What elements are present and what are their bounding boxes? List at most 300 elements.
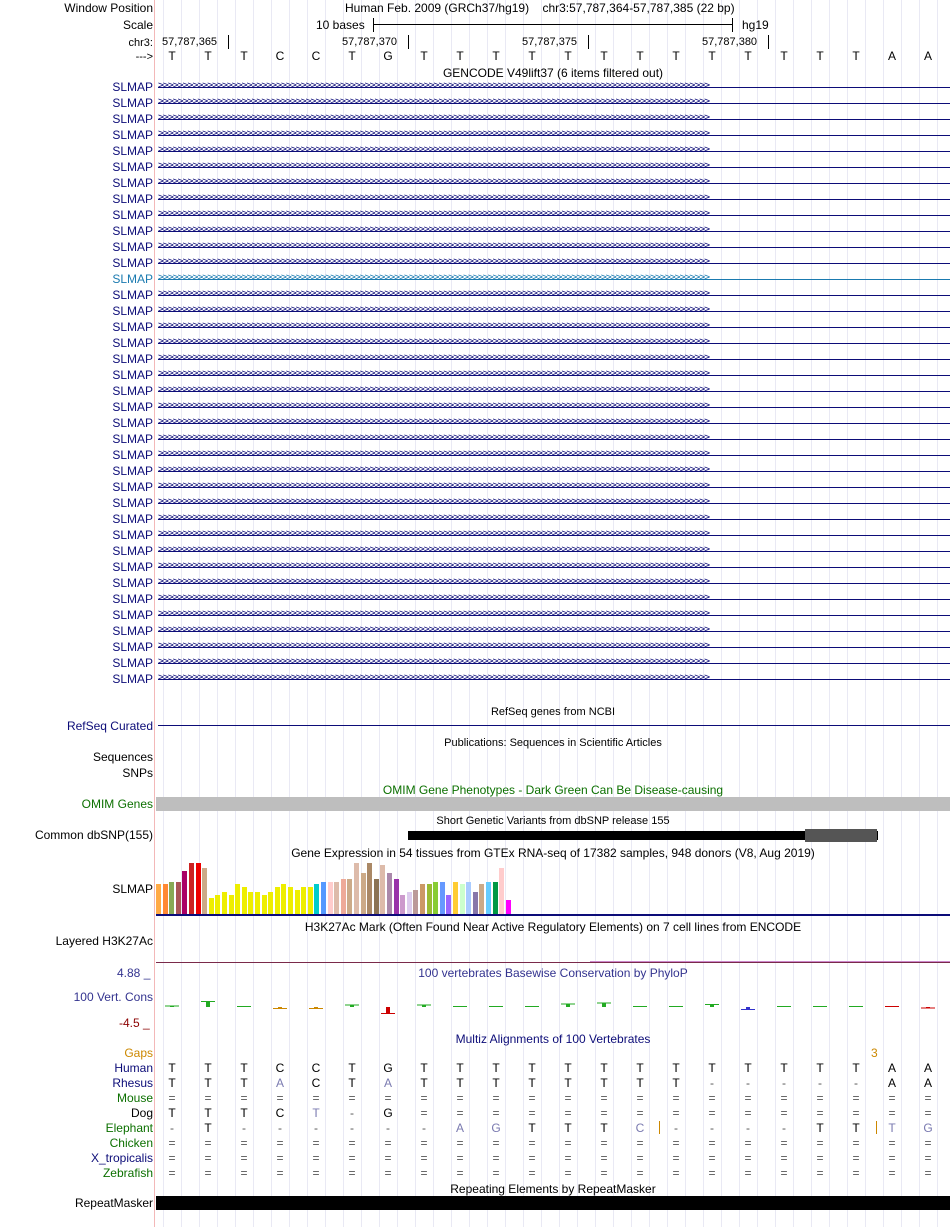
gtex-tissue-bar[interactable] bbox=[493, 882, 498, 914]
alignment-base: = bbox=[276, 1151, 284, 1165]
gtex-tissue-bar[interactable] bbox=[222, 892, 227, 914]
gencode-transcript-label[interactable]: SLMAP bbox=[112, 320, 153, 334]
gencode-transcript[interactable] bbox=[158, 368, 950, 382]
alignment-base: = bbox=[780, 1151, 788, 1165]
alignment-base: A bbox=[275, 1076, 284, 1090]
coord-tick-1 bbox=[228, 35, 229, 49]
multiz-species-label[interactable]: Human bbox=[114, 1061, 153, 1075]
alignment-base: = bbox=[528, 1151, 536, 1165]
gtex-tissue-bar[interactable] bbox=[479, 884, 484, 914]
alignment-base: T bbox=[816, 1121, 824, 1135]
gencode-transcript-label[interactable]: SLMAP bbox=[112, 208, 153, 222]
alignment-base: = bbox=[564, 1166, 572, 1180]
alignment-base: = bbox=[456, 1136, 464, 1150]
gtex-tissue-bar[interactable] bbox=[321, 882, 326, 914]
coord-1: 57,787,365 bbox=[162, 36, 218, 48]
gtex-tissue-bar[interactable] bbox=[460, 884, 465, 914]
alignment-base: T bbox=[492, 1061, 500, 1075]
phylop-max: 4.88 _ bbox=[117, 966, 151, 980]
gencode-transcript-label[interactable]: SLMAP bbox=[112, 176, 153, 190]
gtex-tissue-bar[interactable] bbox=[334, 882, 339, 914]
gencode-transcript-label[interactable]: SLMAP bbox=[112, 384, 153, 398]
gencode-transcript-label[interactable]: SLMAP bbox=[112, 96, 153, 110]
gencode-transcript[interactable] bbox=[158, 272, 950, 286]
alignment-base: - bbox=[170, 1121, 174, 1135]
gtex-tissue-bar[interactable] bbox=[202, 868, 207, 914]
gencode-transcript[interactable] bbox=[158, 192, 950, 206]
reference-base: T bbox=[672, 49, 680, 63]
pubs-title[interactable]: Publications: Sequences in Scientific Articles bbox=[444, 737, 662, 749]
alignment-base: = bbox=[456, 1166, 464, 1180]
gencode-transcript-label[interactable]: SLMAP bbox=[112, 144, 153, 158]
gencode-transcript[interactable] bbox=[158, 640, 950, 654]
strand-arrows: >>>>>>>>>>>>>>>>>>>>>>>>>>>>>>>>>>>>>>>>>>>>>>>>>>>>>>>>>>>>>>>>>>>>>>>>>>>>>>>>>>>>>>>>>>>>>>>>>>>>>>>>>>>>>>>> bbox=[158, 160, 710, 171]
gencode-transcript[interactable] bbox=[158, 176, 950, 190]
dbsnp-feature-2[interactable] bbox=[805, 829, 877, 842]
alignment-base: T bbox=[852, 1061, 860, 1075]
gencode-transcript[interactable] bbox=[158, 384, 950, 398]
h3k27ac-title[interactable]: H3K27Ac Mark (Often Found Near Active Regulatory Elements) on 7 cell lines from ENCODE bbox=[304, 920, 802, 934]
reference-base: T bbox=[528, 49, 536, 63]
gencode-transcript-label[interactable]: SLMAP bbox=[112, 192, 153, 206]
alignment-base: = bbox=[204, 1151, 212, 1165]
alignment-base: = bbox=[456, 1151, 464, 1165]
alignment-base: = bbox=[528, 1091, 536, 1105]
coord-4: 57,787,380 bbox=[702, 36, 758, 48]
alignment-base: = bbox=[636, 1151, 644, 1165]
gencode-transcript-label[interactable]: SLMAP bbox=[112, 592, 153, 606]
alignment-base: - bbox=[746, 1121, 750, 1135]
phylop-score-cap bbox=[921, 1008, 935, 1009]
strand-arrows: >>>>>>>>>>>>>>>>>>>>>>>>>>>>>>>>>>>>>>>>>>>>>>>>>>>>>>>>>>>>>>>>>>>>>>>>>>>>>>>>>>>>>>>>>>>>>>>>>>>>>>>>>>>>>>>> bbox=[158, 480, 710, 491]
gencode-transcript[interactable] bbox=[158, 432, 950, 446]
gtex-tissue-bar[interactable] bbox=[473, 892, 478, 914]
alignment-base: = bbox=[600, 1166, 608, 1180]
gencode-transcript-label[interactable]: SLMAP bbox=[112, 608, 153, 622]
gencode-transcript-label[interactable]: SLMAP bbox=[112, 160, 153, 174]
gtex-tissue-bar[interactable] bbox=[295, 890, 300, 914]
gtex-tissue-bar[interactable] bbox=[229, 895, 234, 914]
repeatmasker-label[interactable]: RepeatMasker bbox=[74, 1196, 153, 1210]
gtex-tissue-bar[interactable] bbox=[163, 884, 168, 914]
gencode-transcript-label[interactable]: SLMAP bbox=[112, 416, 153, 430]
gencode-transcript-label[interactable]: SLMAP bbox=[112, 656, 153, 670]
gencode-transcript-label[interactable]: SLMAP bbox=[112, 480, 153, 494]
gtex-tissue-bar[interactable] bbox=[380, 865, 385, 914]
alignment-base: = bbox=[672, 1166, 680, 1180]
alignment-base: = bbox=[744, 1166, 752, 1180]
alignment-base: - bbox=[422, 1121, 426, 1135]
alignment-base: = bbox=[528, 1136, 536, 1150]
gencode-transcript[interactable] bbox=[158, 320, 950, 334]
gencode-transcript-label[interactable]: SLMAP bbox=[112, 560, 153, 574]
alignment-base: - bbox=[782, 1076, 786, 1090]
alignment-base: T bbox=[240, 1061, 248, 1075]
reference-base: T bbox=[636, 49, 644, 63]
gencode-transcript-label[interactable]: SLMAP bbox=[112, 640, 153, 654]
alignment-base: G bbox=[491, 1121, 501, 1135]
gencode-transcript-label[interactable]: SLMAP bbox=[112, 624, 153, 638]
alignment-base: T bbox=[852, 1121, 860, 1135]
alignment-base: = bbox=[816, 1091, 824, 1105]
gtex-tissue-bar[interactable] bbox=[209, 898, 214, 914]
reference-base: T bbox=[744, 49, 752, 63]
gtex-tissue-bar[interactable] bbox=[288, 887, 293, 914]
alignment-base: - bbox=[278, 1121, 282, 1135]
gencode-transcript-label[interactable]: SLMAP bbox=[112, 288, 153, 302]
gtex-tissue-bar[interactable] bbox=[268, 892, 273, 914]
gtex-tissue-bar[interactable] bbox=[235, 884, 240, 914]
alignment-base: = bbox=[384, 1091, 392, 1105]
gencode-transcript[interactable] bbox=[158, 240, 950, 254]
gencode-transcript-label[interactable]: SLMAP bbox=[112, 304, 153, 318]
gtex-tissue-bar[interactable] bbox=[446, 895, 451, 914]
alignment-base: = bbox=[204, 1136, 212, 1150]
gencode-transcript-label[interactable]: SLMAP bbox=[112, 336, 153, 350]
gencode-transcript[interactable] bbox=[158, 256, 950, 270]
gtex-tissue-bar[interactable] bbox=[367, 863, 372, 914]
gtex-tissue-bar[interactable] bbox=[308, 887, 313, 914]
gencode-transcript-label[interactable]: SLMAP bbox=[112, 432, 153, 446]
alignment-base: - bbox=[818, 1076, 822, 1090]
gtex-tissue-bar[interactable] bbox=[354, 863, 359, 914]
gtex-tissue-bar[interactable] bbox=[281, 884, 286, 914]
alignment-base: = bbox=[420, 1091, 428, 1105]
gtex-tissue-bar[interactable] bbox=[453, 882, 458, 914]
phylop-plot[interactable] bbox=[156, 980, 950, 1028]
gtex-tissue-bar[interactable] bbox=[314, 884, 319, 914]
alignment-base: = bbox=[384, 1136, 392, 1150]
alignment-base: A bbox=[923, 1076, 932, 1090]
alignment-base: = bbox=[348, 1091, 356, 1105]
gtex-tissue-bar[interactable] bbox=[420, 884, 425, 914]
phylop-score-cap bbox=[849, 1006, 863, 1007]
alignment-base: = bbox=[852, 1166, 860, 1180]
scale-bar-right-tick bbox=[732, 18, 733, 32]
alignment-base: = bbox=[420, 1151, 428, 1165]
alignment-base: - bbox=[710, 1121, 714, 1135]
gencode-transcript-label[interactable]: SLMAP bbox=[112, 448, 153, 462]
multiz-species-label[interactable]: Elephant bbox=[105, 1121, 153, 1135]
reference-base: T bbox=[492, 49, 500, 63]
omim-title[interactable]: OMIM Gene Phenotypes - Dark Green Can Be Disease-causing bbox=[382, 783, 724, 797]
reference-base: T bbox=[348, 49, 356, 63]
alignment-base: T bbox=[636, 1076, 644, 1090]
strand-arrows: >>>>>>>>>>>>>>>>>>>>>>>>>>>>>>>>>>>>>>>>>>>>>>>>>>>>>>>>>>>>>>>>>>>>>>>>>>>>>>>>>>>>>>>>>>>>>>>>>>>>>>>>>>>>>>>> bbox=[158, 384, 710, 395]
gencode-transcript-label[interactable]: SLMAP bbox=[112, 496, 153, 510]
strand-arrows: >>>>>>>>>>>>>>>>>>>>>>>>>>>>>>>>>>>>>>>>>>>>>>>>>>>>>>>>>>>>>>>>>>>>>>>>>>>>>>>>>>>>>>>>>>>>>>>>>>>>>>>>>>>>>>>> bbox=[158, 416, 710, 427]
multiz-species-label[interactable]: Dog bbox=[130, 1106, 153, 1120]
elephant-gap-marker-1 bbox=[659, 1121, 660, 1134]
alignment-base: = bbox=[708, 1136, 716, 1150]
gtex-tissue-bar[interactable] bbox=[374, 879, 379, 914]
gencode-transcript[interactable] bbox=[158, 128, 950, 142]
alignment-base: C bbox=[275, 1106, 285, 1120]
alignment-base: - bbox=[350, 1121, 354, 1135]
alignment-base: = bbox=[744, 1151, 752, 1165]
gencode-transcript-label[interactable]: SLMAP bbox=[112, 256, 153, 270]
gencode-transcript[interactable] bbox=[158, 512, 950, 526]
gencode-transcript[interactable] bbox=[158, 576, 950, 590]
gencode-transcript[interactable] bbox=[158, 528, 950, 542]
refseq-label[interactable]: RefSeq Curated bbox=[66, 719, 153, 733]
gtex-tissue-bar[interactable] bbox=[394, 879, 399, 914]
gtex-tissue-bar[interactable] bbox=[433, 882, 438, 914]
alignment-base: = bbox=[384, 1166, 392, 1180]
gtex-tissue-bar[interactable] bbox=[440, 882, 445, 914]
multiz-species-label[interactable]: Mouse bbox=[116, 1091, 153, 1105]
gencode-transcript-label[interactable]: SLMAP bbox=[112, 544, 153, 558]
gencode-transcript[interactable] bbox=[158, 592, 950, 606]
gencode-title[interactable]: GENCODE V49lift37 (6 items filtered out) bbox=[442, 66, 664, 80]
window-position-label: Window Position bbox=[64, 1, 153, 15]
alignment-base: = bbox=[924, 1136, 932, 1150]
strand-arrows: >>>>>>>>>>>>>>>>>>>>>>>>>>>>>>>>>>>>>>>>>>>>>>>>>>>>>>>>>>>>>>>>>>>>>>>>>>>>>>>>>>>>>>>>>>>>>>>>>>>>>>>>>>>>>>>> bbox=[158, 432, 710, 443]
gencode-transcript-label[interactable]: SLMAP bbox=[112, 464, 153, 478]
gtex-tissue-bar[interactable] bbox=[169, 882, 174, 914]
multiz-title[interactable]: Multiz Alignments of 100 Vertebrates bbox=[455, 1032, 651, 1046]
gencode-transcript[interactable] bbox=[158, 160, 950, 174]
alignment-base: T bbox=[564, 1061, 572, 1075]
alignment-base: = bbox=[276, 1166, 284, 1180]
elephant-gap-marker-2 bbox=[876, 1121, 877, 1134]
strand-arrows: >>>>>>>>>>>>>>>>>>>>>>>>>>>>>>>>>>>>>>>>>>>>>>>>>>>>>>>>>>>>>>>>>>>>>>>>>>>>>>>>>>>>>>>>>>>>>>>>>>>>>>>>>>>>>>>> bbox=[158, 512, 710, 523]
phylop-score-cap bbox=[597, 1003, 611, 1004]
phylop-score-cap bbox=[489, 1006, 503, 1007]
gtex-tissue-bar[interactable] bbox=[182, 871, 187, 914]
gtex-tissue-bar[interactable] bbox=[328, 882, 333, 914]
gencode-transcript[interactable] bbox=[158, 464, 950, 478]
gtex-title[interactable]: Gene Expression in 54 tissues from GTEx RNA-seq of 17382 samples, 948 donors (V8, Aug 2019) bbox=[291, 846, 815, 860]
strand-arrows: >>>>>>>>>>>>>>>>>>>>>>>>>>>>>>>>>>>>>>>>>>>>>>>>>>>>>>>>>>>>>>>>>>>>>>>>>>>>>>>>>>>>>>>>>>>>>>>>>>>>>>>>>>>>>>>> bbox=[158, 240, 710, 251]
alignment-base: A bbox=[923, 1061, 932, 1075]
gencode-transcript[interactable] bbox=[158, 304, 950, 318]
alignment-base: G bbox=[383, 1106, 393, 1120]
strand-arrows: >>>>>>>>>>>>>>>>>>>>>>>>>>>>>>>>>>>>>>>>>>>>>>>>>>>>>>>>>>>>>>>>>>>>>>>>>>>>>>>>>>>>>>>>>>>>>>>>>>>>>>>>>>>>>>>> bbox=[158, 368, 710, 379]
alignment-base: = bbox=[600, 1136, 608, 1150]
reference-base: G bbox=[383, 49, 393, 63]
gencode-transcript[interactable] bbox=[158, 288, 950, 302]
alignment-base: = bbox=[708, 1166, 716, 1180]
phylop-score-cap bbox=[705, 1004, 719, 1005]
gtex-tissue-bar[interactable] bbox=[176, 882, 181, 914]
scale-bar-left-tick bbox=[373, 18, 374, 32]
strand-arrows: >>>>>>>>>>>>>>>>>>>>>>>>>>>>>>>>>>>>>>>>>>>>>>>>>>>>>>>>>>>>>>>>>>>>>>>>>>>>>>>>>>>>>>>>>>>>>>>>>>>>>>>>>>>>>>>> bbox=[158, 624, 710, 635]
alignment-base: = bbox=[852, 1106, 860, 1120]
reference-base: T bbox=[852, 49, 860, 63]
omim-label[interactable]: OMIM Genes bbox=[81, 797, 153, 811]
gtex-tissue-bar[interactable] bbox=[407, 892, 412, 914]
strand-arrows: >>>>>>>>>>>>>>>>>>>>>>>>>>>>>>>>>>>>>>>>>>>>>>>>>>>>>>>>>>>>>>>>>>>>>>>>>>>>>>>>>>>>>>>>>>>>>>>>>>>>>>>>>>>>>>>> bbox=[158, 288, 710, 299]
gtex-tissue-bar[interactable] bbox=[413, 890, 418, 914]
gencode-transcript-label[interactable]: SLMAP bbox=[112, 400, 153, 414]
gencode-transcript-label[interactable]: SLMAP bbox=[112, 112, 153, 126]
gtex-tissue-bar[interactable] bbox=[466, 882, 471, 914]
strand-arrows: >>>>>>>>>>>>>>>>>>>>>>>>>>>>>>>>>>>>>>>>>>>>>>>>>>>>>>>>>>>>>>>>>>>>>>>>>>>>>>>>>>>>>>>>>>>>>>>>>>>>>>>>>>>>>>>> bbox=[158, 320, 710, 331]
phylop-score-cap bbox=[525, 1006, 539, 1007]
alignment-base: = bbox=[888, 1166, 896, 1180]
alignment-base: A bbox=[455, 1121, 464, 1135]
multiz-species-label[interactable]: X_tropicalis bbox=[90, 1151, 153, 1165]
gencode-transcript-label[interactable]: SLMAP bbox=[112, 672, 153, 686]
alignment-base: = bbox=[924, 1091, 932, 1105]
gencode-transcript[interactable] bbox=[158, 624, 950, 638]
gtex-tissue-bar[interactable] bbox=[400, 895, 405, 914]
strand-arrows: >>>>>>>>>>>>>>>>>>>>>>>>>>>>>>>>>>>>>>>>>>>>>>>>>>>>>>>>>>>>>>>>>>>>>>>>>>>>>>>>>>>>>>>>>>>>>>>>>>>>>>>>>>>>>>>> bbox=[158, 400, 710, 411]
gencode-transcript-label[interactable]: SLMAP bbox=[112, 368, 153, 382]
alignment-base: = bbox=[348, 1151, 356, 1165]
gtex-tissue-bar[interactable] bbox=[196, 863, 201, 914]
alignment-base: = bbox=[456, 1091, 464, 1105]
reference-base: A bbox=[923, 49, 932, 63]
gencode-transcript-label[interactable]: SLMAP bbox=[112, 576, 153, 590]
gencode-transcript[interactable] bbox=[158, 144, 950, 158]
alignment-base: = bbox=[744, 1136, 752, 1150]
alignment-base: T bbox=[204, 1106, 212, 1120]
gtex-tissue-bar[interactable] bbox=[506, 900, 511, 914]
gtex-tissue-bar[interactable] bbox=[347, 879, 352, 914]
gtex-tissue-bar[interactable] bbox=[427, 884, 432, 914]
phylop-score-cap bbox=[165, 1006, 179, 1007]
gencode-transcript[interactable] bbox=[158, 400, 950, 414]
alignment-base: T bbox=[780, 1061, 788, 1075]
alignment-base: = bbox=[492, 1091, 500, 1105]
gtex-tissue-bar[interactable] bbox=[275, 887, 280, 914]
gtex-tissue-bar[interactable] bbox=[248, 892, 253, 914]
strand-arrows: >>>>>>>>>>>>>>>>>>>>>>>>>>>>>>>>>>>>>>>>>>>>>>>>>>>>>>>>>>>>>>>>>>>>>>>>>>>>>>>>>>>>>>>>>>>>>>>>>>>>>>>>>>>>>>>> bbox=[158, 304, 710, 315]
reference-base: A bbox=[887, 49, 896, 63]
gtex-tissue-bar[interactable] bbox=[341, 879, 346, 914]
strand-arrows: >>>>>>>>>>>>>>>>>>>>>>>>>>>>>>>>>>>>>>>>>>>>>>>>>>>>>>>>>>>>>>>>>>>>>>>>>>>>>>>>>>>>>>>>>>>>>>>>>>>>>>>>>>>>>>>> bbox=[158, 128, 710, 139]
alignment-base: = bbox=[780, 1136, 788, 1150]
gencode-transcript[interactable] bbox=[158, 224, 950, 238]
dbsnp-label[interactable]: Common dbSNP(155) bbox=[34, 828, 153, 842]
alignment-base: T bbox=[528, 1121, 536, 1135]
alignment-base: = bbox=[240, 1136, 248, 1150]
gencode-transcript[interactable] bbox=[158, 656, 950, 670]
omim-feature[interactable] bbox=[156, 797, 950, 811]
strand-arrows: >>>>>>>>>>>>>>>>>>>>>>>>>>>>>>>>>>>>>>>>>>>>>>>>>>>>>>>>>>>>>>>>>>>>>>>>>>>>>>>>>>>>>>>>>>>>>>>>>>>>>>>>>>>>>>>> bbox=[158, 464, 710, 475]
alignment-base: = bbox=[492, 1136, 500, 1150]
strand-arrows: >>>>>>>>>>>>>>>>>>>>>>>>>>>>>>>>>>>>>>>>>>>>>>>>>>>>>>>>>>>>>>>>>>>>>>>>>>>>>>>>>>>>>>>>>>>>>>>>>>>>>>>>>>>>>>>> bbox=[158, 576, 710, 587]
alignment-base: T bbox=[204, 1121, 212, 1135]
multiz-species-label[interactable]: Zebrafish bbox=[102, 1166, 153, 1180]
gencode-transcript-label[interactable]: SLMAP bbox=[112, 240, 153, 254]
strand-arrows: >>>>>>>>>>>>>>>>>>>>>>>>>>>>>>>>>>>>>>>>>>>>>>>>>>>>>>>>>>>>>>>>>>>>>>>>>>>>>>>>>>>>>>>>>>>>>>>>>>>>>>>>>>>>>>>> bbox=[158, 96, 710, 107]
gtex-tissue-bar[interactable] bbox=[499, 868, 504, 914]
gtex-tissue-bar[interactable] bbox=[215, 895, 220, 914]
dbsnp-title[interactable]: Short Genetic Variants from dbSNP release 155 bbox=[436, 815, 670, 827]
alignment-base: = bbox=[744, 1091, 752, 1105]
strand-arrows: >>>>>>>>>>>>>>>>>>>>>>>>>>>>>>>>>>>>>>>>>>>>>>>>>>>>>>>>>>>>>>>>>>>>>>>>>>>>>>>>>>>>>>>>>>>>>>>>>>>>>>>>>>>>>>>> bbox=[158, 336, 710, 347]
alignment-base: = bbox=[348, 1166, 356, 1180]
gtex-tissue-bar[interactable] bbox=[156, 884, 161, 914]
gtex-tissue-bar[interactable] bbox=[387, 873, 392, 914]
alignment-base: - bbox=[242, 1121, 246, 1135]
alignment-base: = bbox=[636, 1166, 644, 1180]
gencode-transcript[interactable] bbox=[158, 336, 950, 350]
multiz-species-label[interactable]: Rhesus bbox=[112, 1076, 153, 1090]
gencode-transcript[interactable] bbox=[158, 416, 950, 430]
gencode-transcript[interactable] bbox=[158, 672, 950, 686]
gtex-tissue-bar[interactable] bbox=[301, 887, 306, 914]
gencode-transcript[interactable] bbox=[158, 448, 950, 462]
strand-arrows: >>>>>>>>>>>>>>>>>>>>>>>>>>>>>>>>>>>>>>>>>>>>>>>>>>>>>>>>>>>>>>>>>>>>>>>>>>>>>>>>>>>>>>>>>>>>>>>>>>>>>>>>>>>>>>>> bbox=[158, 144, 710, 155]
repeatmasker-title[interactable]: Repeating Elements by RepeatMasker bbox=[450, 1182, 656, 1196]
gtex-tissue-bar[interactable] bbox=[189, 863, 194, 914]
phylop-title[interactable]: 100 vertebrates Basewise Conservation by PhyloP bbox=[418, 966, 688, 980]
coord-3: 57,787,375 bbox=[522, 36, 578, 48]
gencode-transcript[interactable] bbox=[158, 560, 950, 574]
strand-arrows: >>>>>>>>>>>>>>>>>>>>>>>>>>>>>>>>>>>>>>>>>>>>>>>>>>>>>>>>>>>>>>>>>>>>>>>>>>>>>>>>>>>>>>>>>>>>>>>>>>>>>>>>>>>>>>>> bbox=[158, 656, 710, 667]
pubs-label-sequences[interactable]: Sequences bbox=[92, 750, 153, 764]
alignment-base: = bbox=[636, 1091, 644, 1105]
gencode-transcript[interactable] bbox=[158, 208, 950, 222]
alignment-base: T bbox=[492, 1076, 500, 1090]
gencode-transcript-label[interactable]: SLMAP bbox=[112, 80, 153, 94]
multiz-species-label[interactable]: Chicken bbox=[109, 1136, 153, 1150]
gencode-transcript[interactable] bbox=[158, 80, 950, 94]
alignment-base: = bbox=[420, 1106, 428, 1120]
alignment-base: T bbox=[348, 1076, 356, 1090]
h3k27ac-baseline bbox=[156, 962, 950, 963]
gencode-transcript-label[interactable]: SLMAP bbox=[112, 528, 153, 542]
alignment-base: = bbox=[456, 1106, 464, 1120]
gtex-tissue-bar[interactable] bbox=[361, 873, 366, 914]
phylop-score-bar[interactable] bbox=[386, 1007, 390, 1014]
alignment-base: T bbox=[600, 1076, 608, 1090]
gencode-transcript[interactable] bbox=[158, 480, 950, 494]
alignment-base: T bbox=[528, 1076, 536, 1090]
gencode-transcript[interactable] bbox=[158, 352, 950, 366]
phylop-label[interactable]: 100 Vert. Cons bbox=[73, 990, 153, 1004]
alignment-base: = bbox=[816, 1166, 824, 1180]
h3k27ac-label[interactable]: Layered H3K27Ac bbox=[55, 934, 153, 948]
refseq-title[interactable]: RefSeq genes from NCBI bbox=[490, 706, 616, 718]
coord-tick-4 bbox=[768, 35, 769, 49]
gtex-tissue-bar[interactable] bbox=[255, 892, 260, 914]
gtex-tissue-bar[interactable] bbox=[262, 895, 267, 914]
phylop-score-cap bbox=[309, 1008, 323, 1009]
refseq-line[interactable] bbox=[158, 725, 950, 726]
strand-arrows: >>>>>>>>>>>>>>>>>>>>>>>>>>>>>>>>>>>>>>>>>>>>>>>>>>>>>>>>>>>>>>>>>>>>>>>>>>>>>>>>>>>>>>>>>>>>>>>>>>>>>>>>>>>>>>>> bbox=[158, 672, 710, 683]
gencode-transcript[interactable] bbox=[158, 96, 950, 110]
alignment-base: = bbox=[564, 1091, 572, 1105]
gencode-transcript[interactable] bbox=[158, 112, 950, 126]
gtex-label[interactable]: SLMAP bbox=[112, 882, 153, 896]
alignment-base: C bbox=[311, 1061, 321, 1075]
repeatmasker-feature[interactable] bbox=[156, 1196, 950, 1210]
pubs-label-snps[interactable]: SNPs bbox=[122, 766, 153, 780]
gencode-transcript-label[interactable]: SLMAP bbox=[112, 224, 153, 238]
gtex-tissue-bar[interactable] bbox=[242, 887, 247, 914]
gtex-tissue-bar[interactable] bbox=[486, 882, 491, 914]
gencode-transcript-label[interactable]: SLMAP bbox=[112, 512, 153, 526]
assembly-name: Human Feb. 2009 (GRCh37/hg19) bbox=[345, 1, 530, 15]
gencode-transcript-label[interactable]: SLMAP bbox=[112, 128, 153, 142]
gencode-transcript[interactable] bbox=[158, 544, 950, 558]
alignment-base: - bbox=[854, 1076, 858, 1090]
phylop-score-cap bbox=[201, 1001, 215, 1002]
alignment-base: G bbox=[923, 1121, 933, 1135]
alignment-base: = bbox=[564, 1136, 572, 1150]
gencode-transcript-label[interactable]: SLMAP bbox=[112, 352, 153, 366]
alignment-base: T bbox=[204, 1061, 212, 1075]
gencode-transcript[interactable] bbox=[158, 608, 950, 622]
gencode-transcript[interactable] bbox=[158, 496, 950, 510]
label-separator bbox=[154, 0, 155, 1227]
gencode-transcript-label[interactable]: SLMAP bbox=[112, 272, 153, 286]
